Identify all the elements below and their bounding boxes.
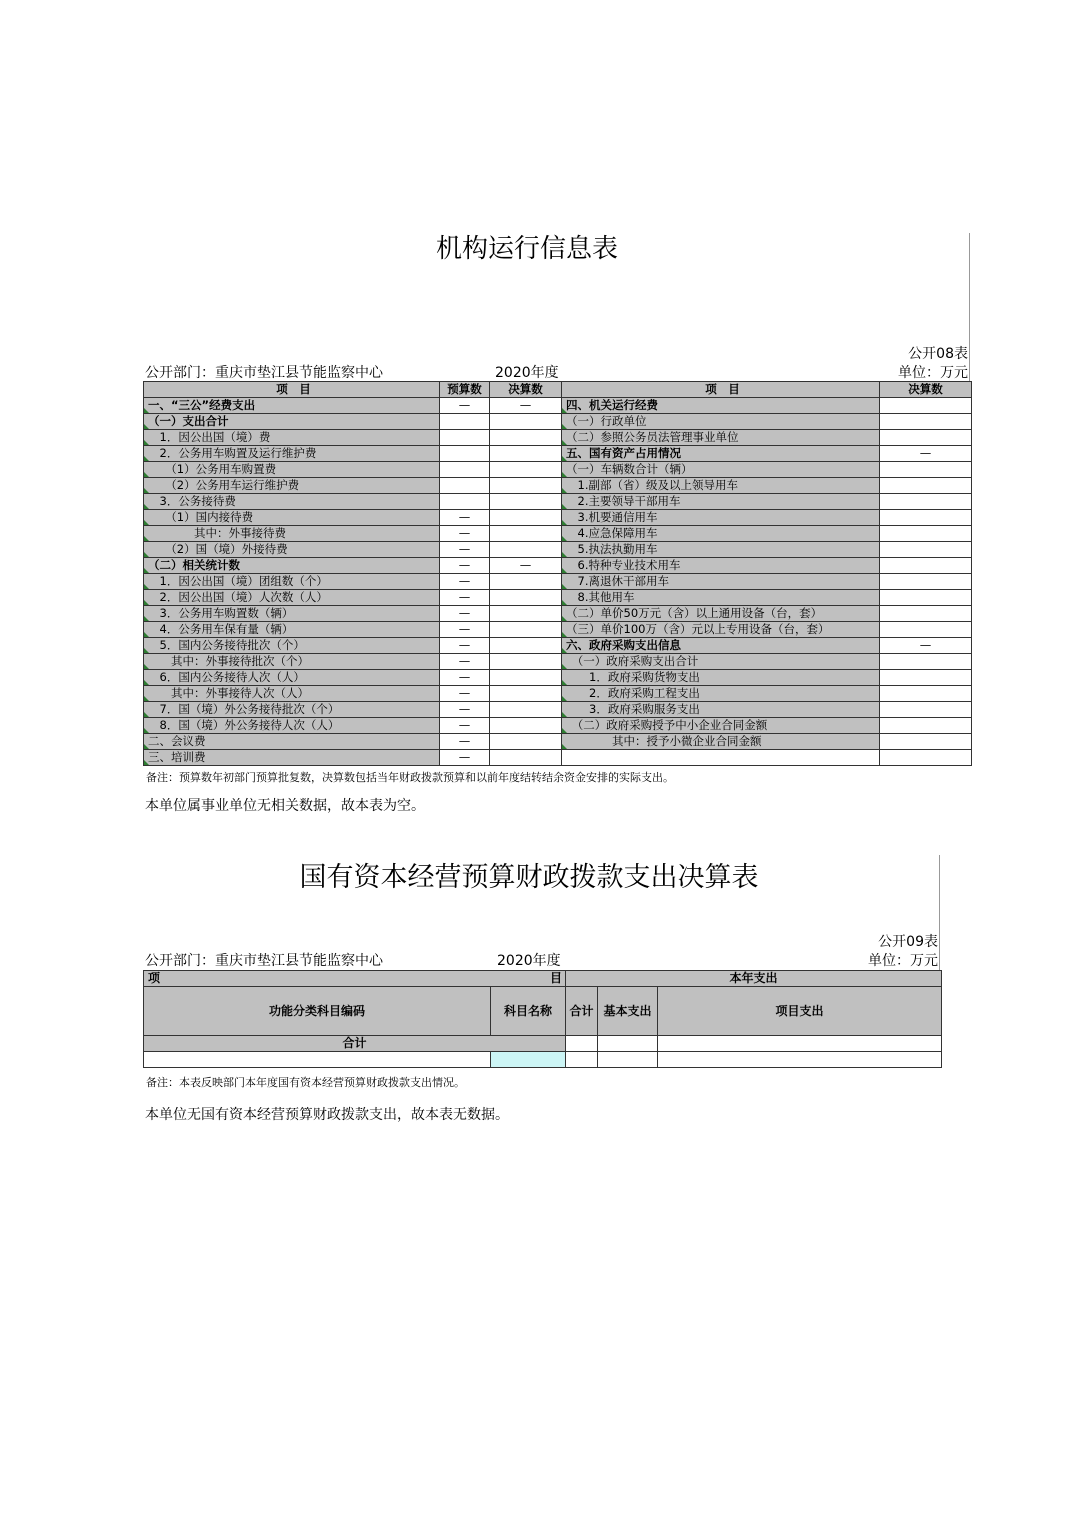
- table2-dept: 公开部门：重庆市垫江县节能监察中心: [145, 953, 383, 969]
- table1-row: [144, 734, 972, 750]
- table1-row: [144, 510, 972, 526]
- t1-right-final: [880, 430, 972, 446]
- t1-header-final: 决算数: [490, 382, 562, 398]
- t1-budget: —: [440, 574, 490, 590]
- t1-right-item: （一）行政单位: [562, 414, 880, 430]
- table1-row: [144, 542, 972, 558]
- t1-budget: —: [440, 526, 490, 542]
- t1-left-item: （二）相关统计数: [144, 558, 440, 574]
- t1-final: [490, 670, 562, 686]
- t1-right-item: 1.副部（省）级及以上领导用车: [562, 478, 880, 494]
- t1-right-final: [880, 542, 972, 558]
- t1-budget: [440, 414, 490, 430]
- t1-right-item: （三）单价100万（含）元以上专用设备（台，套）: [562, 622, 880, 638]
- t1-right-final: [880, 414, 972, 430]
- t2-row-project: [658, 1052, 942, 1068]
- t1-budget: [440, 478, 490, 494]
- t1-final: [490, 654, 562, 670]
- t1-budget: —: [440, 510, 490, 526]
- table1-dept: 公开部门：重庆市垫江县节能监察中心: [145, 365, 383, 381]
- table2-form-no: 公开09表: [878, 934, 938, 950]
- t2-header-current-year: 本年支出: [566, 971, 942, 987]
- t1-right-item: [562, 750, 880, 766]
- table1-row: [144, 750, 972, 766]
- t1-final: [490, 702, 562, 718]
- t1-right-item: 5.执法执勤用车: [562, 542, 880, 558]
- t1-budget: [440, 446, 490, 462]
- table1-row: [144, 702, 972, 718]
- t1-final: [490, 478, 562, 494]
- t1-final: [490, 622, 562, 638]
- t1-final: [490, 590, 562, 606]
- t1-final: [490, 430, 562, 446]
- t2-header-project: [144, 971, 566, 987]
- t2-total-basic: [598, 1036, 658, 1052]
- table1-row: [144, 398, 972, 414]
- t1-right-final: [880, 734, 972, 750]
- table1-row: [144, 718, 972, 734]
- t1-final: [490, 414, 562, 430]
- table1-row: [144, 446, 972, 462]
- table1-year: 2020年度: [495, 365, 559, 381]
- table1-row: [144, 526, 972, 542]
- t1-left-item: 2．公务用车购置及运行维护费: [144, 446, 440, 462]
- t1-budget: —: [440, 702, 490, 718]
- t1-right-item: （一）车辆数合计（辆）: [562, 462, 880, 478]
- t1-final: [490, 718, 562, 734]
- t1-right-item: （二）政府采购授予中小企业合同金额: [562, 718, 880, 734]
- t1-left-item: 其中：外事接待费: [144, 526, 440, 542]
- t1-right-final: [880, 670, 972, 686]
- t1-left-item: 其中：外事接待批次（个）: [144, 654, 440, 670]
- t1-budget: [440, 494, 490, 510]
- table1-row: [144, 430, 972, 446]
- t1-right-item: 4.应急保障用车: [562, 526, 880, 542]
- t1-right-final: [880, 510, 972, 526]
- t1-header-final-right: 决算数: [880, 382, 972, 398]
- t1-right-final: [880, 398, 972, 414]
- t1-left-item: 1．因公出国（境）费: [144, 430, 440, 446]
- t2-total-label: 合计: [144, 1036, 566, 1052]
- t1-right-item: 6.特种专业技术用车: [562, 558, 880, 574]
- t1-final: [490, 510, 562, 526]
- t2-row-total: [566, 1052, 598, 1068]
- table1-remark: 本单位属事业单位无相关数据，故本表为空。: [145, 798, 425, 814]
- t1-final: [490, 734, 562, 750]
- t1-right-item: 1．政府采购货物支出: [562, 670, 880, 686]
- t1-budget: —: [440, 686, 490, 702]
- t2-row-name: [491, 1052, 566, 1068]
- t1-right-item: 2.主要领导干部用车: [562, 494, 880, 510]
- t1-header-item: 项 目: [144, 382, 440, 398]
- t2-row-code: [144, 1052, 491, 1068]
- table1-row: [144, 574, 972, 590]
- t1-left-item: 3．公务用车购置数（辆）: [144, 606, 440, 622]
- t1-right-final: [880, 574, 972, 590]
- table1-row: [144, 670, 972, 686]
- table1-title: 机构运行信息表: [435, 234, 618, 264]
- t1-right-final: —: [880, 638, 972, 654]
- t1-right-final: [880, 718, 972, 734]
- t1-right-item: 五、国有资产占用情况: [562, 446, 880, 462]
- table1-row: [144, 414, 972, 430]
- t1-right-final: [880, 526, 972, 542]
- t1-right-item: 8.其他用车: [562, 590, 880, 606]
- t1-left-item: 3．公务接待费: [144, 494, 440, 510]
- t1-left-item: 6．国内公务接待人次（人）: [144, 670, 440, 686]
- t1-right-final: [880, 686, 972, 702]
- t1-final: [490, 686, 562, 702]
- t1-final: [490, 638, 562, 654]
- table1: [143, 381, 972, 766]
- table1-row: [144, 590, 972, 606]
- t1-left-item: 其中：外事接待人次（人）: [144, 686, 440, 702]
- t1-left-item: 三、培训费: [144, 750, 440, 766]
- t1-left-item: 一、“三公”经费支出: [144, 398, 440, 414]
- t2-row-basic: [598, 1052, 658, 1068]
- table1-row: [144, 654, 972, 670]
- table2: [143, 970, 942, 1068]
- t1-left-item: （1）国内接待费: [144, 510, 440, 526]
- table2-unit: 单位：万元: [868, 953, 938, 969]
- t1-left-item: 二、会议费: [144, 734, 440, 750]
- t1-right-final: [880, 622, 972, 638]
- t2-header-total: 合计: [566, 987, 598, 1036]
- table1-note: 备注：预算数年初部门预算批复数，决算数包括当年财政拨款预算和以前年度结转结余资金安排的实际支出。: [146, 771, 674, 784]
- t1-final: [490, 606, 562, 622]
- table1-row: [144, 622, 972, 638]
- t1-right-final: [880, 494, 972, 510]
- t1-left-item: （2）国（境）外接待费: [144, 542, 440, 558]
- t1-left-item: （1）公务用车购置费: [144, 462, 440, 478]
- t2-total-sum: [566, 1036, 598, 1052]
- t1-budget: —: [440, 750, 490, 766]
- t1-right-final: [880, 702, 972, 718]
- t1-right-final: [880, 750, 972, 766]
- t1-header-budget: 预算数: [440, 382, 490, 398]
- t2-header-basic: 基本支出: [598, 987, 658, 1036]
- t1-final: [490, 446, 562, 462]
- table2-year: 2020年度: [497, 953, 561, 969]
- t1-left-item: 2．因公出国（境）人次数（人）: [144, 590, 440, 606]
- t1-budget: —: [440, 734, 490, 750]
- t1-left-item: 1．因公出国（境）团组数（个）: [144, 574, 440, 590]
- t2-header-xiang: 项: [148, 971, 161, 985]
- t1-right-item: （一）政府采购支出合计: [562, 654, 880, 670]
- table2-title: 国有资本经营预算财政拨款支出决算表: [299, 862, 759, 893]
- t1-budget: [440, 430, 490, 446]
- table1-row: [144, 462, 972, 478]
- t1-right-item: 7.离退休干部用车: [562, 574, 880, 590]
- table1-row: [144, 558, 972, 574]
- t1-budget: —: [440, 654, 490, 670]
- t1-final: [490, 542, 562, 558]
- table1-row: [144, 638, 972, 654]
- t1-budget: —: [440, 670, 490, 686]
- t1-right-item: 3．政府采购服务支出: [562, 702, 880, 718]
- t1-budget: —: [440, 638, 490, 654]
- t1-left-item: 7．国（境）外公务接待批次（个）: [144, 702, 440, 718]
- t2-total-project: [658, 1036, 942, 1052]
- t2-header-code: 功能分类科目编码: [144, 987, 491, 1036]
- t1-final: [490, 526, 562, 542]
- table1-row: [144, 494, 972, 510]
- table1-unit: 单位：万元: [898, 365, 968, 381]
- t1-right-item: 六、政府采购支出信息: [562, 638, 880, 654]
- table2-remark: 本单位无国有资本经营预算财政拨款支出，故本表无数据。: [145, 1107, 509, 1123]
- t1-right-final: [880, 606, 972, 622]
- t1-header-item-right: 项 目: [562, 382, 880, 398]
- t1-right-item: （二）参照公务员法管理事业单位: [562, 430, 880, 446]
- t1-left-item: 8．国（境）外公务接待人次（人）: [144, 718, 440, 734]
- t1-budget: —: [440, 398, 490, 414]
- t1-left-item: 5．国内公务接待批次（个）: [144, 638, 440, 654]
- t1-final: —: [490, 558, 562, 574]
- t1-left-item: （2）公务用车运行维护费: [144, 478, 440, 494]
- table1-row: [144, 686, 972, 702]
- t1-budget: —: [440, 542, 490, 558]
- t1-final: [490, 750, 562, 766]
- t1-right-final: [880, 558, 972, 574]
- t1-budget: [440, 462, 490, 478]
- t2-header-mu: 目: [550, 971, 563, 985]
- t1-left-item: 4．公务用车保有量（辆）: [144, 622, 440, 638]
- t1-budget: —: [440, 718, 490, 734]
- t1-right-item: （二）单价50万元（含）以上通用设备（台，套）: [562, 606, 880, 622]
- t1-final: —: [490, 398, 562, 414]
- t1-right-final: [880, 590, 972, 606]
- t1-right-item: 四、机关运行经费: [562, 398, 880, 414]
- table1-row: [144, 606, 972, 622]
- t1-budget: —: [440, 606, 490, 622]
- table2-note: 备注：本表反映部门本年度国有资本经营预算财政拨款支出情况。: [146, 1076, 465, 1089]
- t1-right-item: 3.机要通信用车: [562, 510, 880, 526]
- t1-final: [490, 462, 562, 478]
- t1-right-item: 其中：授予小微企业合同金额: [562, 734, 880, 750]
- t1-final: [490, 494, 562, 510]
- t2-header-name: 科目名称: [491, 987, 566, 1036]
- table1-form-no: 公开08表: [908, 346, 968, 362]
- t1-right-item: 2．政府采购工程支出: [562, 686, 880, 702]
- t1-budget: —: [440, 590, 490, 606]
- t1-budget: —: [440, 622, 490, 638]
- t1-left-item: （一）支出合计: [144, 414, 440, 430]
- t1-right-final: —: [880, 446, 972, 462]
- t1-final: [490, 574, 562, 590]
- t2-header-projexp: 项目支出: [658, 987, 942, 1036]
- t1-right-final: [880, 462, 972, 478]
- t1-right-final: [880, 654, 972, 670]
- t1-right-final: [880, 478, 972, 494]
- t1-budget: —: [440, 558, 490, 574]
- table1-row: [144, 478, 972, 494]
